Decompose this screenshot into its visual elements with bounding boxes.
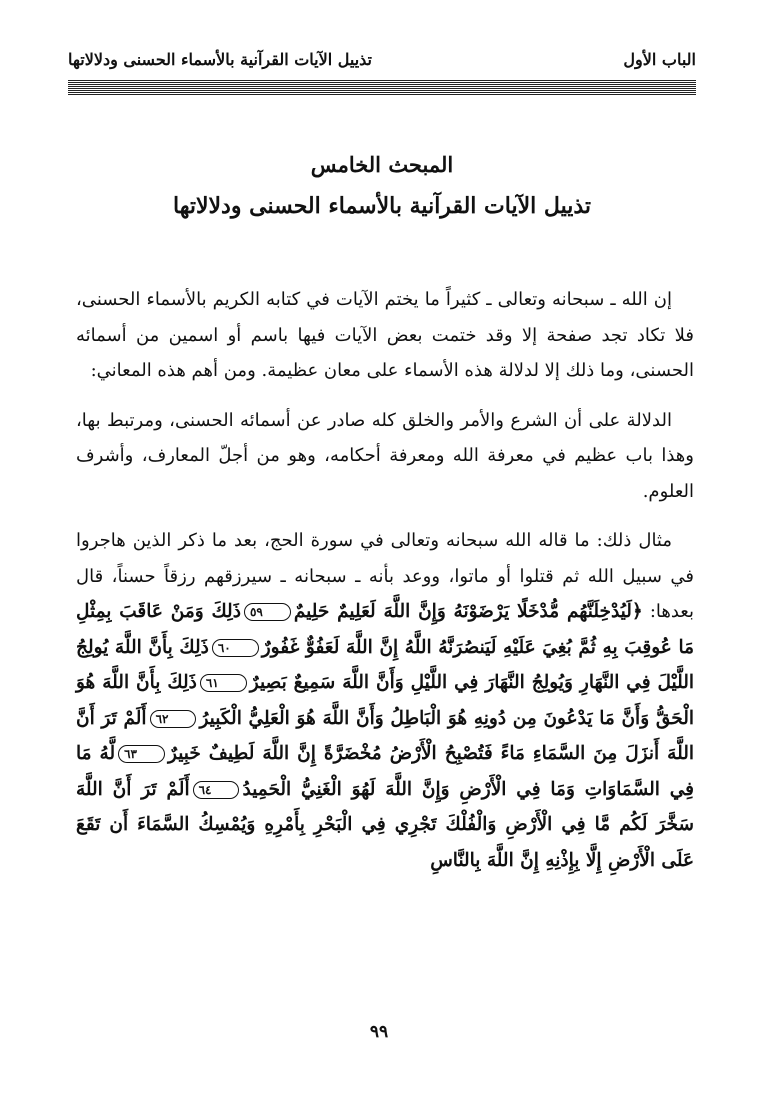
verse-number-61: ٦١ [200, 674, 247, 692]
verse-63: أَلَمْ تَرَ أَنَّ اللَّهَ أَنزَلَ مِنَ السَّمَاءِ مَاءً فَتُصْبِحُ الْأَرْضُ مُخْضَرَّةً إِنَّ اللَّهَ لَطِيفٌ خَبِيرٌ [76, 707, 694, 764]
verse-59: لَيُدْخِلَنَّهُم مُّدْخَلًا يَرْضَوْنَهُ وَإِنَّ اللَّهَ لَعَلِيمٌ حَلِيمٌ [293, 601, 632, 622]
header-rule [68, 80, 696, 96]
quran-quote [76, 601, 694, 871]
verse-60: ذَلِكَ وَمَنْ عَاقَبَ بِمِثْلِ مَا عُوقِبَ بِهِ ثُمَّ بُغِيَ عَلَيْهِ لَيَنصُرَنَّهُ اللَّهُ إِنَّ اللَّهَ لَعَفُوٌّ غَفُورٌ [76, 601, 695, 658]
paragraph-example [76, 523, 694, 878]
quote-open-bracket: ﴿ [631, 601, 643, 622]
verse-number-62: ٦٢ [150, 710, 197, 728]
verse-62: ذَلِكَ بِأَنَّ اللَّهَ هُوَ الْحَقُّ وَأَنَّ مَا يَدْعُونَ مِن دُونِهِ هُوَ الْبَاطِلُ وَأَنَّ اللَّهَ هُوَ الْعَلِيُّ الْكَبِيرُ [76, 672, 694, 729]
verse-61: ذَلِكَ بِأَنَّ اللَّهَ يُولِجُ اللَّيْلَ فِي النَّهَارِ وَيُولِجُ النَّهَارَ فِي اللَّيْلِ وَأَنَّ اللَّهَ سَمِيعٌ بَصِيرٌ [76, 636, 695, 693]
verse-number-63: ٦٣ [118, 745, 165, 763]
verse-65: أَلَمْ تَرَ أَنَّ اللَّهَ سَخَّرَ لَكُم مَّا فِي الْأَرْضِ وَالْفُلْكَ تَجْرِي فِي الْبَحْرِ بِأَمْرِهِ وَيُمْسِكُ السَّمَاءَ أَن تَقَعَ عَلَى الْأَرْضِ إِلَّا بِإِذْنِهِ إِنَّ اللَّهَ بِالنَّاسِ [76, 778, 694, 871]
verse-64: لَّهُ مَا فِي السَّمَاوَاتِ وَمَا فِي الْأَرْضِ وَإِنَّ اللَّهَ لَهُوَ الْغَنِيُّ الْحَمِيدُ [76, 743, 694, 800]
running-header-chapter: الباب الأول [623, 50, 696, 69]
paragraph-intro: إن الله ـ سبحانه وتعالى ـ كثيراً ما يختم الآيات في كتابه الكريم بالأسماء الحسنى، فلا تكاد تجد صفحة إلا وقد ختمت بعض الآيات فيها باسم أو اسمين من أسمائه الحسنى، وما ذلك إلا لدلالة هذه الأسماء على معان عظيمة. ومن أهم هذه المعاني: [76, 289, 694, 381]
page-number: ٩٩ [369, 1022, 389, 1042]
example-intro: مثال ذلك: ما قاله الله سبحانه وتعالى في سورة الحج، بعد ما ذكر الذين هاجروا في سبيل الله ثم قتلوا أو ماتوا، ووعد بأنه ـ سبحانه ـ سيرزقهم رزقاً حسناً، قال بعدها: [76, 530, 694, 622]
running-header [68, 48, 696, 78]
section-kicker: المبحث الخامس [310, 152, 454, 177]
running-header-title: تذييل الآيات القرآنية بالأسماء الحسنى ودلالاتها [68, 50, 373, 69]
verse-number-64: ٦٤ [193, 781, 240, 799]
body-text [76, 282, 694, 878]
verse-number-59: ٥٩ [244, 603, 291, 621]
section-title: تذييل الآيات القرآنية بالأسماء الحسنى ودلالاتها [172, 193, 591, 219]
paragraph-meaning: الدلالة على أن الشرع والأمر والخلق كله صادر عن أسمائه الحسنى، ومرتبط بها، وهذا باب عظيم في معرفة الله ومعرفة أحكامه، وهو من أجلّ المعارف، وأشرف العلوم. [76, 409, 694, 502]
verse-number-60: ٦٠ [212, 639, 259, 657]
